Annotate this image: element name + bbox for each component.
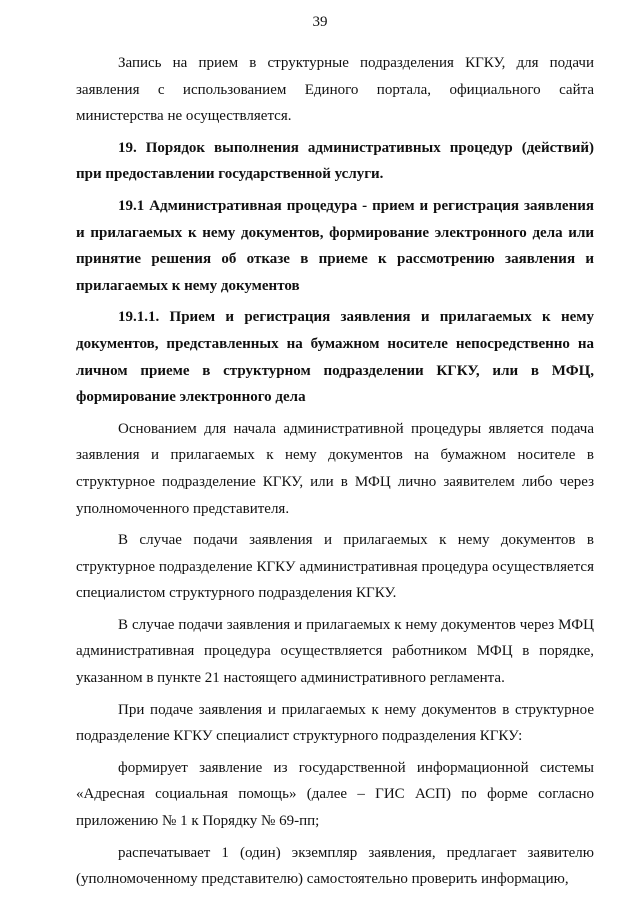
paragraph-forms-application: формирует заявление из государственной информационной системы «Адресная социальная помощь» (далее – ГИС АСП) по форме согласно приложению № 1 к Порядку № 69-пп; [76, 759, 594, 830]
paragraph-appointment-note: Запись на прием в структурные подразделения КГКУ, для подачи заявления с использованием Единого портала, официального сайта министерства не осуществляется. [76, 55, 594, 125]
page-number: 39 [312, 14, 328, 30]
paragraph-prints-application: распечатывает 1 (один) экземпляр заявления, предлагает заявителю (уполномоченному представителю) самостоятельно проверить информацию, [76, 844, 594, 888]
paragraph-kgku-submission: В случае подачи заявления и прилагаемых к нему документов в структурное подразделение КГКУ административная процедура осуществляется специалистом структурного подразделения КГКУ. [76, 532, 594, 602]
section-heading-19: 19. Порядок выполнения административных процедур (действий) при предоставлении государственной услуги. [76, 139, 594, 183]
document-body [76, 50, 594, 893]
paragraph-mfc-submission: В случае подачи заявления и прилагаемых к нему документов через МФЦ административная процедура осуществляется работником МФЦ в порядке, указанном в пункте 21 настоящего административного регламента. [76, 616, 594, 687]
section-heading-19-1-1: 19.1.1. Прием и регистрация заявления и прилагаемых к нему документов, представленных на бумажном носителе непосредственно на личном приеме в структурном подразделении КГКУ, или в МФЦ, формирование электронного дела [76, 309, 594, 406]
section-heading-19-1: 19.1 Административная процедура - прием и регистрация заявления и прилагаемых к нему документов, формирование электронного дела или принятие решения об отказе в приеме к рассмотрению заявления и прилагаемых к нему документов [76, 197, 594, 294]
paragraph-specialist-duties: При подаче заявления и прилагаемых к нему документов в структурное подразделение КГКУ специалист структурного подразделения КГКУ: [76, 701, 594, 745]
paragraph-basis: Основанием для начала административной процедуры является подача заявления и прилагаемых к нему документов на бумажном носителе в структурное подразделение КГКУ, или в МФЦ лично заявителем либо через уполномоченного представителя. [76, 420, 594, 517]
